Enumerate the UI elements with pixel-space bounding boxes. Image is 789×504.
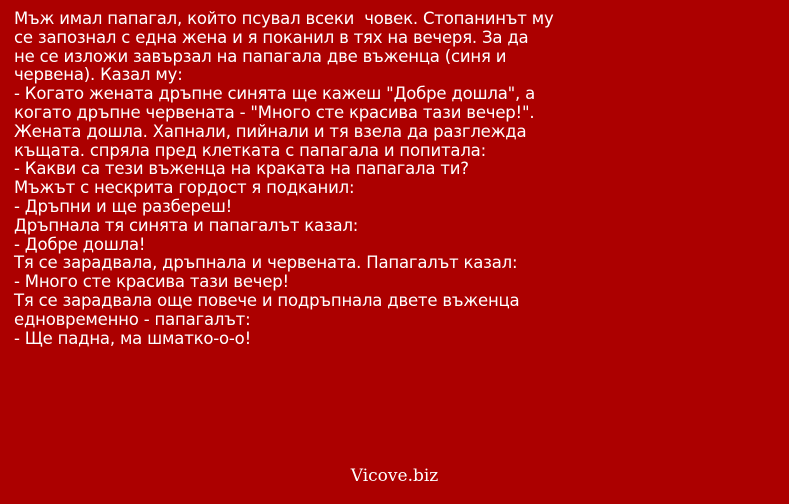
joke-line: Мъжът с нескрита гордост я подканил: bbox=[14, 178, 355, 198]
site-watermark: Vicove.biz bbox=[350, 466, 439, 486]
joke-line: - Добре дошла! bbox=[14, 234, 146, 254]
joke-line: не се изложи завързал на папагала две въженца (синя и bbox=[14, 46, 507, 66]
joke-line: Жената дошла. Хапнали, пийнали и тя взела да разглежда bbox=[14, 121, 527, 141]
joke-line: - Какви са тези въженца на краката на папагала ти? bbox=[14, 159, 469, 179]
joke-text bbox=[14, 10, 774, 348]
joke-line: червена). Казал му: bbox=[14, 65, 183, 85]
joke-line: Дръпнала тя синята и папагалът казал: bbox=[14, 215, 359, 235]
joke-line: едновременно - папагалът: bbox=[14, 309, 251, 329]
joke-line: Тя се зарадвала, дръпнала и червената. Папагалът казал: bbox=[14, 253, 518, 273]
joke-line: къщата. спряла пред клетката с папагала и попитала: bbox=[14, 140, 486, 160]
joke-line: когато дръпне червената - "Много сте красива тази вечер!". bbox=[14, 102, 535, 122]
joke-line: - Ще падна, ма шматко-о-о! bbox=[14, 328, 251, 348]
joke-line: - Когато жената дръпне синята ще кажеш "Добре дошла", а bbox=[14, 84, 536, 104]
joke-line: се запознал с една жена и я поканил в тях на вечеря. За да bbox=[14, 27, 529, 47]
joke-line: - Дръпни и ще разбереш! bbox=[14, 196, 233, 216]
joke-line: - Много сте красива тази вечер! bbox=[14, 272, 289, 292]
joke-line: Тя се зарадвала още повече и подръпнала двете въженца bbox=[14, 290, 520, 310]
joke-line: Мъж имал папагал, който псувал всеки човек. Стопанинът му bbox=[14, 9, 554, 28]
